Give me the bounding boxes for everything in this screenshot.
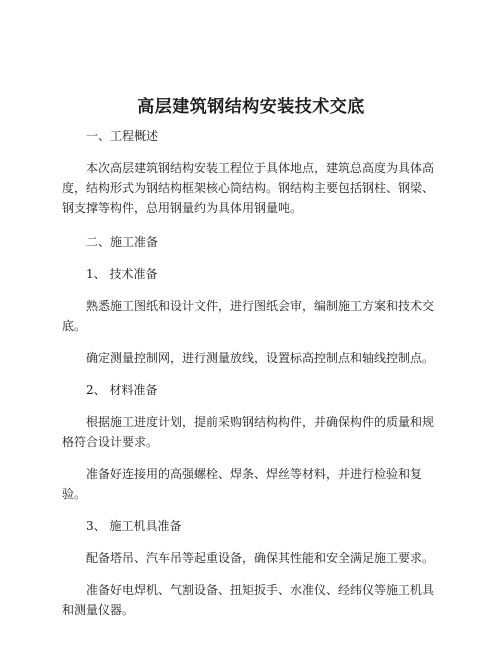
section-heading-preparation: 二、施工准备 <box>86 235 159 249</box>
overview-paragraph: 本次高层建筑钢结构安装工程位于具体地点，建筑总高度为具体高度，结构形式为钢结构框架核心筒结构。钢结构主要包括钢柱、钢梁、钢支撑等构件，总用钢量约为具体用钢量吨。 <box>62 161 435 215</box>
document-body <box>62 126 440 620</box>
subheading-technical-preparation: 1、 技术准备 <box>86 267 158 281</box>
equipment-paragraph-1: 配备塔吊、汽车吊等起重设备，确保其性能和安全满足施工要求。 <box>86 551 435 565</box>
section-heading-overview: 一、工程概述 <box>86 129 159 143</box>
subheading-material-preparation: 2、 材料准备 <box>86 383 158 397</box>
material-paragraph-2: 准备好连接用的高强螺栓、焊条、焊丝等材料，并进行检验和复验。 <box>62 467 423 501</box>
technical-paragraph-1: 熟悉施工图纸和设计文件，进行图纸会审，编制施工方案和技术交底。 <box>62 299 435 333</box>
material-paragraph-1: 根据施工进度计划，提前采购钢结构构件，并确保构件的质量和规格符合设计要求。 <box>62 415 435 449</box>
subheading-equipment-preparation: 3、 施工机具准备 <box>86 519 182 533</box>
equipment-paragraph-2: 准备好电焊机、气割设备、扭矩扳手、水准仪、经纬仪等施工机具和测量仪器。 <box>62 583 435 617</box>
technical-paragraph-2: 确定测量控制网，进行测量放线，设置标高控制点和轴线控制点。 <box>86 351 435 365</box>
document-title: 高层建筑钢结构安装技术交底 <box>137 97 365 117</box>
